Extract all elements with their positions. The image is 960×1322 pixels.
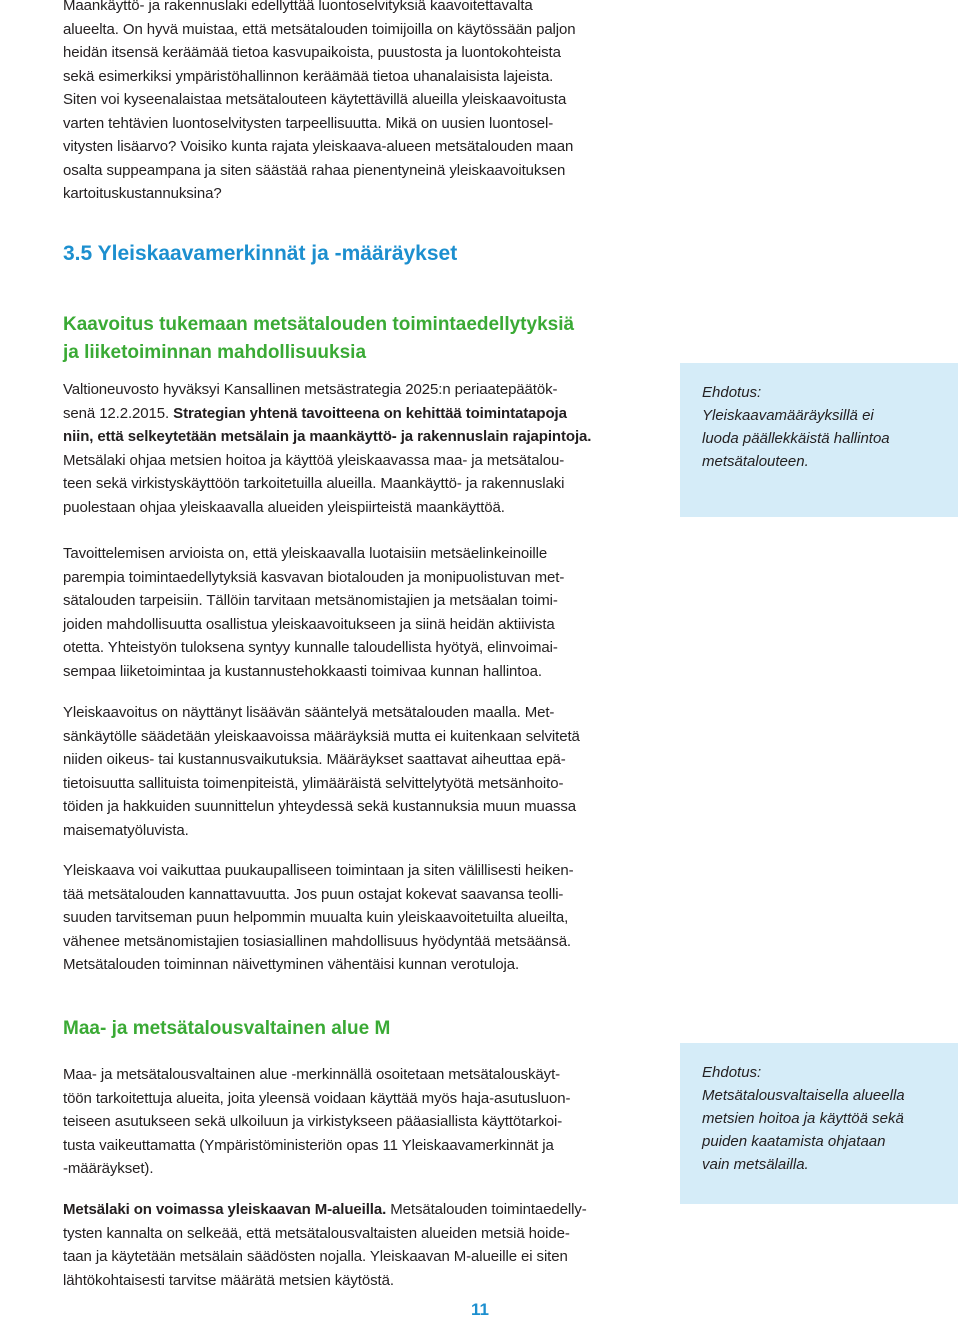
- text-line: sänkäytölle säädetään yleiskaavoissa määräyksiä mutta ei kuitenkaan selvitetä: [63, 727, 580, 745]
- text-line: tietoisuutta sallituista toimenpiteistä, ylimääräistä selvittelytyötä metsänhoito-: [63, 774, 564, 792]
- text-line: -määräykset).: [63, 1160, 154, 1177]
- subheading-line: Kaavoitus tukemaan metsätalouden toimintaedellytyksiä: [63, 314, 575, 335]
- text-line: tusta vaikeuttamatta (Ympäristöministeriön opas 11 Yleiskaavamerkinnät ja: [63, 1136, 554, 1154]
- text-line: parempia toimintaedellytyksiä kasvavan biotalouden ja monipuolistuvan met-: [63, 568, 565, 586]
- text-line: sätalouden tarpeisiin. Tällöin tarvitaan metsänomistajien ja metsäalan toimi-: [63, 592, 558, 609]
- text-line: Yleiskaava voi vaikuttaa puukaupalliseen toimintaan ja siten välillisesti heiken-: [63, 862, 574, 879]
- paragraph-strategy: [63, 378, 661, 519]
- text-line: vitysten lisäarvo? Voisiko kunta rajata yleiskaava-alueen metsätalouden maan: [63, 138, 574, 155]
- page-number: 11: [471, 1300, 489, 1319]
- text-line: tää metsätalouden kannattavuutta. Jos puun ostajat kokevat saavansa teolli-: [63, 885, 564, 903]
- bold-text: Metsälaki on voimassa yleiskaavan M-alueilla.: [63, 1201, 387, 1218]
- paragraph-regulation: [63, 701, 661, 842]
- proposal-text: puiden kaatamista ohjataan: [702, 1133, 886, 1150]
- text-line: töön tarkoitettuja alueita, joita yleensä voidaan käyttää myös haja-asutusluon-: [63, 1089, 571, 1107]
- paragraph-goals: [63, 542, 661, 683]
- proposal-box-1: [680, 363, 958, 517]
- bold-text: niin, että selkeytetään metsälain ja maankäyttö- ja rakennuslain rajapintoja.: [63, 428, 592, 445]
- text-line: otetta. Yhteistyön tuloksena syntyy kunnalle taloudellista hyötyä, elinvoimai-: [63, 639, 558, 656]
- text-line: Siten voi kyseenalaistaa metsätalouteen käytettävillä alueilla yleiskaavoitusta: [63, 91, 567, 108]
- proposal-text: Yleiskaavamääräyksillä ei: [702, 407, 874, 424]
- text-line: senä 12.2.2015.: [63, 404, 174, 422]
- section-heading: 3.5 Yleiskaavamerkinnät ja -määräykset: [63, 242, 458, 265]
- bold-text: Strategian yhtenä tavoitteena on kehittää toimintatapoja: [173, 404, 567, 422]
- intro-paragraph: [63, 0, 661, 206]
- text-line: osalta suppeampana ja siten säästää rahaa pienentyneinä yleiskaavoituksen: [63, 161, 566, 179]
- proposal-box-2: [680, 1043, 958, 1204]
- text-line: sempaa liiketoimintaa ja kustannustehokkaasti toimivaa kunnan hallintoa.: [63, 662, 542, 680]
- paragraph-forest-law: [63, 1198, 661, 1292]
- text-line: Tavoittelemisen arvioista on, että yleiskaavalla luotaisiin metsäelinkeinoille: [63, 545, 548, 562]
- text-line: joiden mahdollisuutta osallistua yleiskaavoitukseen ja siinä heidän aktiivista: [63, 615, 555, 633]
- text-line: suuden tarvitseman puun helpommin muualta kuin yleiskaavoitetuilta alueilta,: [63, 909, 569, 926]
- proposal-text: Metsätalousvaltaisella alueella: [702, 1087, 905, 1104]
- text-line: taan ja käytetään metsälain säädösten nojalla. Yleiskaavan M-alueille ei siten: [63, 1248, 568, 1265]
- proposal-label: Ehdotus:: [702, 1064, 762, 1081]
- subheading-m-area: Maa- ja metsätalousvaltainen alue M: [63, 1018, 391, 1039]
- text-line: Metsätalouden toiminnan näivettyminen vähentäisi kunnan verotuloja.: [63, 956, 520, 973]
- proposal-text: metsätalouteen.: [702, 453, 809, 470]
- text-line: Valtioneuvosto hyväksyi Kansallinen metsästrategia 2025:n periaatepäätök-: [63, 381, 558, 398]
- text-line: Yleiskaavoitus on näyttänyt lisäävän sääntelyä metsätalouden maalla. Met-: [63, 704, 555, 721]
- subheading-kaavoitus: [63, 311, 661, 367]
- text-line: Metsälaki ohjaa metsien hoitoa ja käyttöä yleiskaavassa maa- ja metsätalou-: [63, 451, 565, 469]
- subheading-line: ja liiketoiminnan mahdollisuuksia: [63, 342, 367, 363]
- text-line: varten tehtävien luontoselvitysten tarpeellisuutta. Mikä on uusien luontosel-: [63, 114, 554, 132]
- paragraph-wood-trade: [63, 859, 661, 977]
- proposal-text: metsien hoitoa ja käyttöä sekä: [702, 1110, 904, 1127]
- text-line: Maankäyttö- ja rakennuslaki edellyttää luontoselvityksiä kaavoitettavalta: [63, 0, 533, 14]
- text-line: heidän itsensä keräämää tietoa kasvupaikoista, puustosta ja luontokohteista: [63, 44, 561, 61]
- proposal-label: Ehdotus:: [702, 384, 762, 401]
- text-line: kartoituskustannuksina?: [63, 185, 222, 202]
- text-line: Maa- ja metsätalousvaltainen alue -merkinnällä osoitetaan metsätalouskäyt-: [63, 1066, 561, 1083]
- text-line: töiden ja hakkuiden suunnittelun yhteydessä sekä kustannuksia muun muassa: [63, 798, 577, 815]
- text-line: tysten kannalta on selkeää, että metsätalousvaltaisten alueiden metsiä hoide-: [63, 1224, 570, 1242]
- text-line: Metsätalouden toimintaedelly-: [386, 1201, 587, 1218]
- text-line: sekä esimerkiksi ympäristöhallinnon keräämää tietoa uhanalaisista lajeista.: [63, 67, 554, 85]
- text-line: maisematyöluvista.: [63, 821, 189, 839]
- paragraph-m-area: [63, 1063, 661, 1181]
- text-line: vähenee metsänomistajien tosiasiallinen mahdollisuus hyödyntää metsäänsä.: [63, 932, 572, 950]
- proposal-text: luoda päällekkäistä hallintoa: [702, 430, 890, 447]
- proposal-text: vain metsälailla.: [702, 1156, 809, 1173]
- text-line: niiden oikeus- tai kustannusvaikutuksia. Määräykset saattavat aiheuttaa epä-: [63, 751, 566, 768]
- text-line: teiseen asutukseen sekä ulkoiluun ja virkistykseen pääasiallista käyttötarkoi-: [63, 1113, 563, 1130]
- text-line: alueelta. On hyvä muistaa, että metsätalouden toimijoilla on käytössään paljon: [63, 20, 576, 38]
- text-line: teen sekä virkistyskäyttöön tarkoitetuilla alueilla. Maankäyttö- ja rakennuslaki: [63, 475, 565, 492]
- text-line: lähtökohtaisesti tarvitse määrätä metsien käytöstä.: [63, 1271, 394, 1289]
- text-line: puolestaan ohjaa yleiskaavalla alueiden yleispiirteistä maankäyttöä.: [63, 498, 505, 516]
